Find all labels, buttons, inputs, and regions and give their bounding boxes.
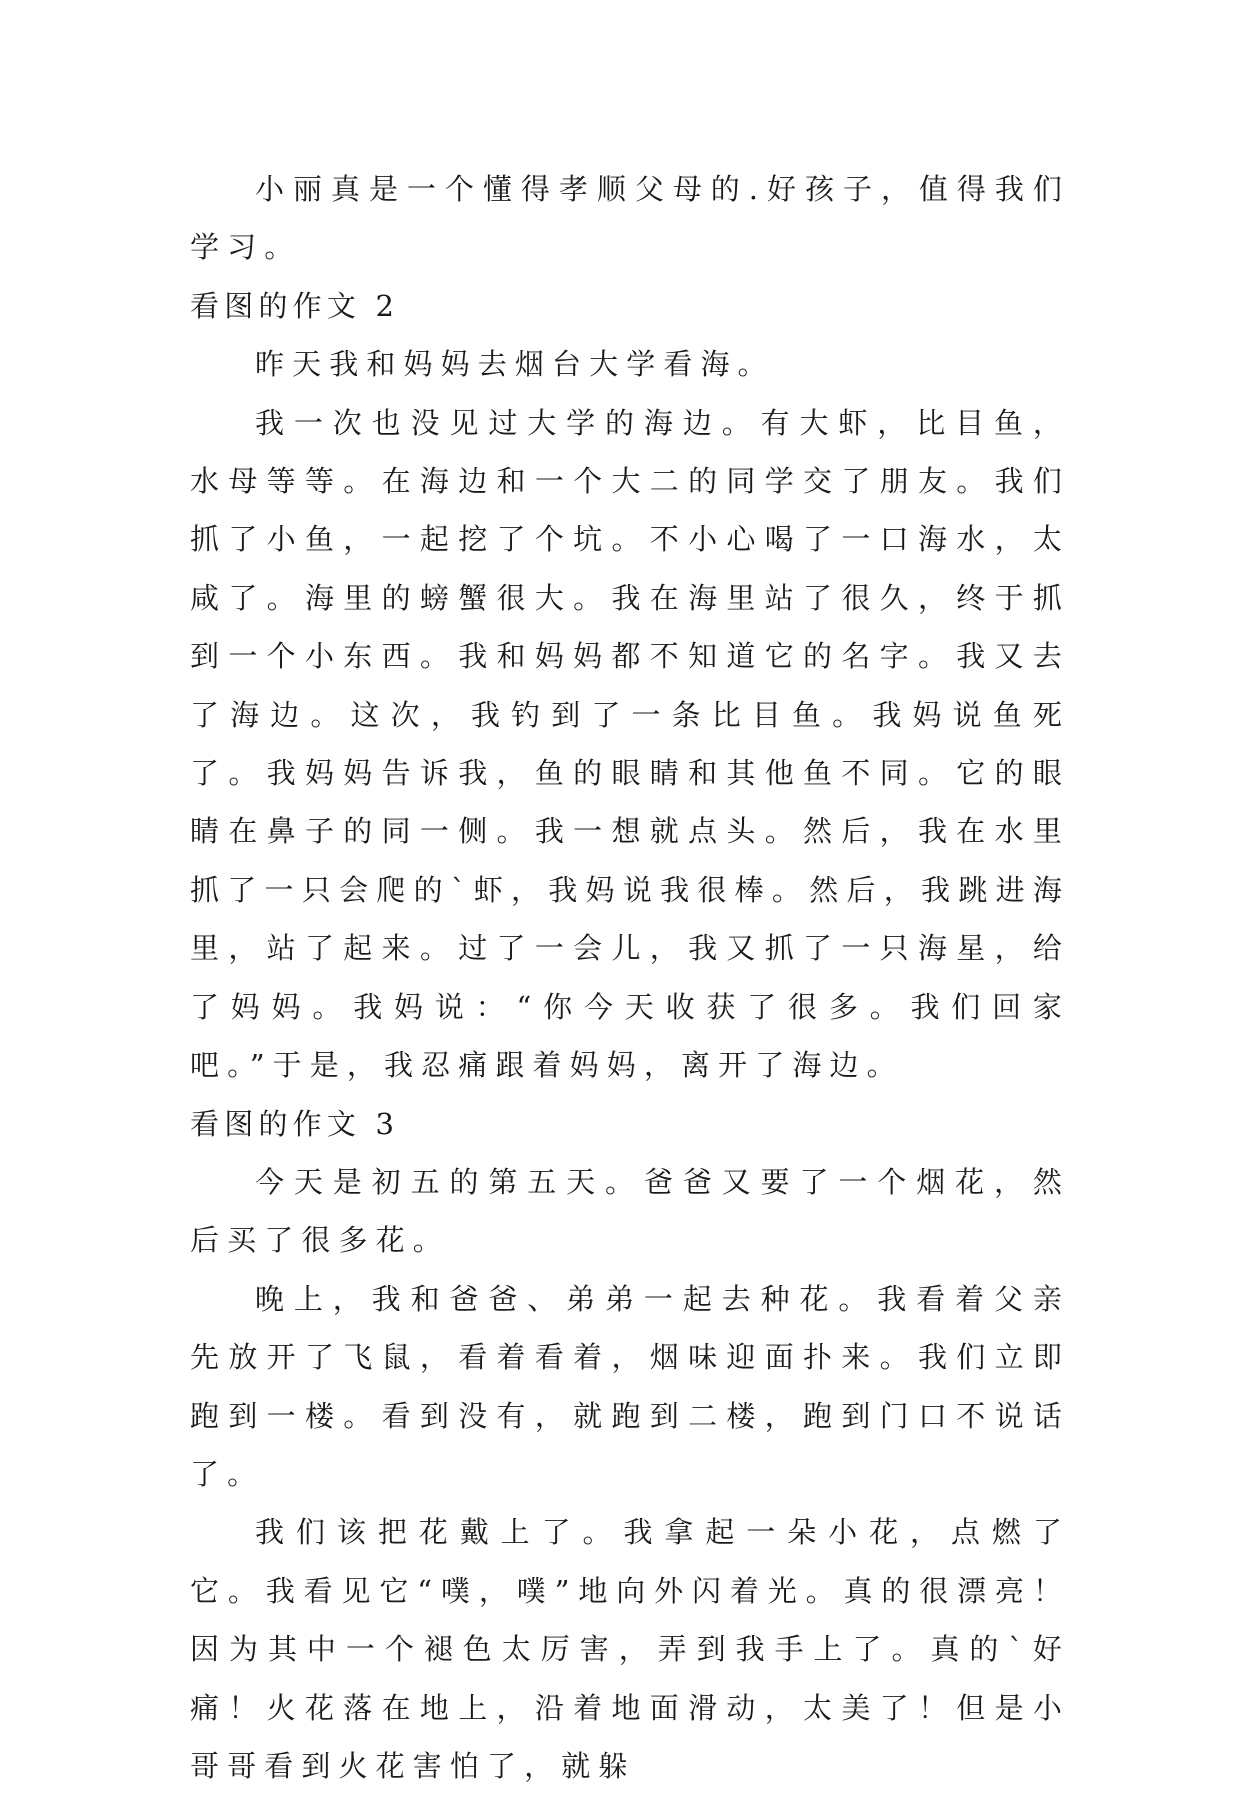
paragraph-essay3-opening: 今天是初五的第五天。爸爸又要了一个烟花，然后买了很多花。 (190, 1164, 1070, 1258)
paragraph-essay3-sparkler: 我们该把花戴上了。我拿起一朵小花，点燃了它。我看见它“噗，噗”地向外闪着光。真的很漂亮！因为其中一个褪色太厉害，弄到我手上了。真的`好痛！火花落在地上，沿着地面滑动，太美了！但是小哥哥看到火花害怕了，就躲 (190, 1515, 1070, 1783)
paragraph-essay2-opening: 昨天我和妈妈去烟台大学看海。 (255, 347, 775, 382)
paragraph-intro-conclusion: 小丽真是一个懂得孝顺父母的.好孩子，值得我们学习。 (190, 172, 1070, 265)
paragraph-essay2-body: 我一次也没见过大学的海边。有大虾，比目鱼，水母等等。在海边和一个大二的同学交了朋友。我们抓了小鱼，一起挖了个坑。不小心喝了一口海水，太咸了。海里的螃蟹很大。我在海里站了很久，终于抓到一个小东西。我和妈妈都不知道它的名字。我又去了海边。这次，我钓到了一条比目鱼。我妈说鱼死了。我妈妈告诉我，鱼的眼睛和其他鱼不同。它的眼睛在鼻子的同一侧。我一想就点头。然后，我在水里抓了一只会爬的`虾，我妈说我很棒。然后，我跳进海里，站了起来。过了一会儿，我又抓了一只海星，给了妈妈。我妈说：“你今天收获了很多。我们回家吧。”于是，我忍痛跟着妈妈，离开了海边。 (190, 405, 1070, 1083)
document-body (190, 160, 1070, 1795)
essay-heading-3: 看图的作文 3 (190, 1106, 400, 1141)
paragraph-essay3-evening: 晚上，我和爸爸、弟弟一起去种花。我看着父亲先放开了飞鼠，看着看着，烟味迎面扑来。我们立即跑到一楼。看到没有，就跑到二楼，跑到门口不说话了。 (190, 1281, 1070, 1491)
essay-heading-2: 看图的作文 2 (190, 288, 400, 323)
